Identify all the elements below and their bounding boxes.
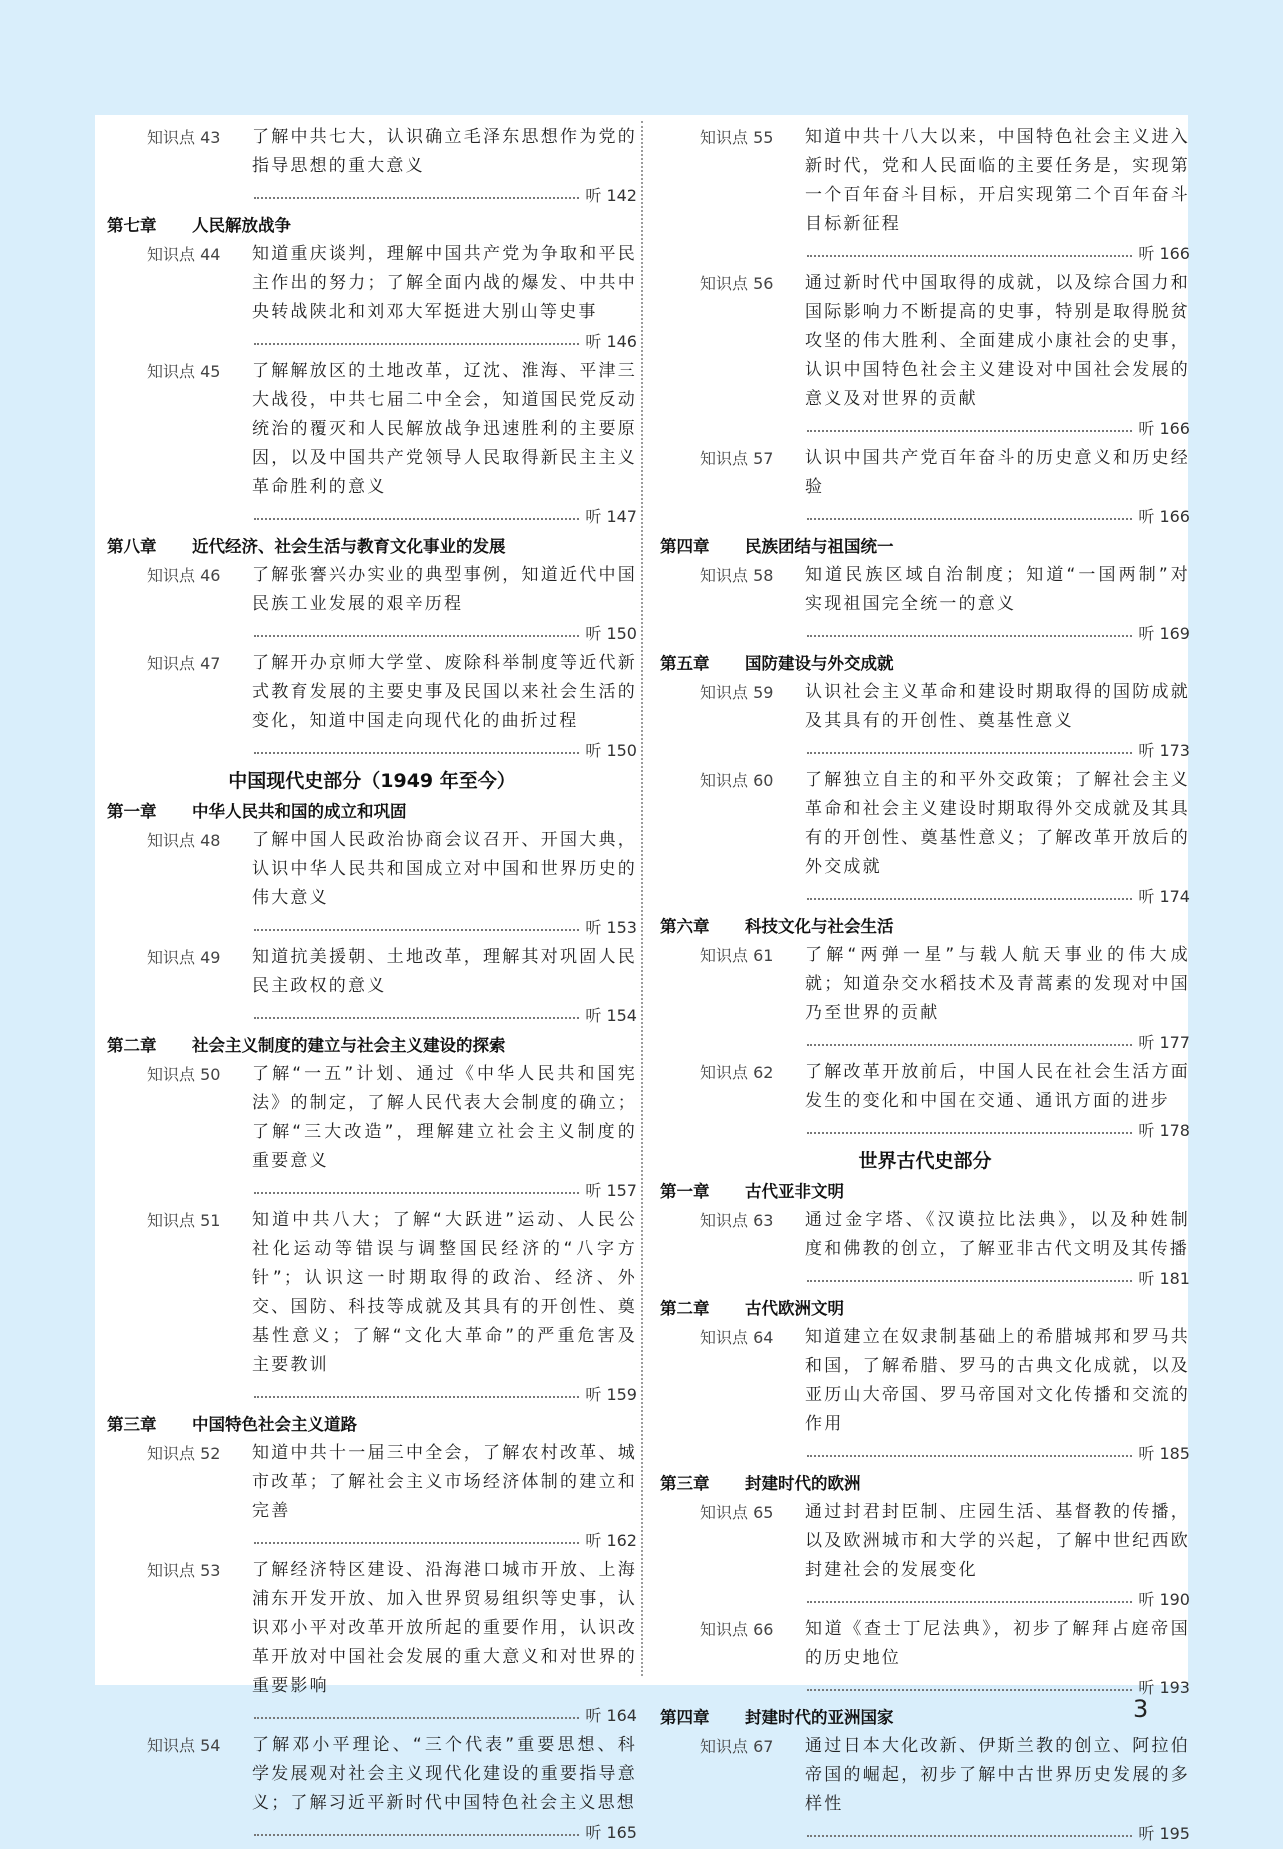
page-reference — [805, 736, 1190, 765]
dot-leader — [254, 1701, 579, 1719]
knowledge-point-entry[interactable] — [107, 1060, 637, 1205]
knowledge-point-text: 通过金字塔、《汉谟拉比法典》，以及种姓制度和佛教的创立，了解亚非古代文明及其传播 — [805, 1210, 1190, 1259]
knowledge-point-label: 知识点 65 — [700, 1503, 774, 1522]
knowledge-point-text: 通过新时代中国取得的成就，以及综合国力和国际影响力不断提高的史事，特别是取得脱贫攻坚的伟大胜利、全面建成小康社会的史事，认识中国特色社会主义建设对中国社会发展的意义及对世界的贡献 — [805, 273, 1190, 409]
chapter-heading — [660, 532, 1190, 561]
knowledge-point-entry[interactable] — [107, 943, 637, 1030]
knowledge-point-text: 了解中共七大，认识确立毛泽东思想作为党的指导思想的重大意义 — [252, 127, 637, 176]
page-reference — [252, 181, 637, 210]
knowledge-point-text: 了解邓小平理论、“三个代表”重要思想、科学发展观对社会主义现代化建设的重要指导意义；了解习近平新时代中国特色社会主义思想 — [252, 1735, 637, 1813]
chapter-number: 第二章 — [660, 1299, 710, 1318]
page-reference-number: 听 181 — [1138, 1269, 1190, 1288]
page-reference-number: 听 166 — [1138, 419, 1190, 438]
knowledge-point-entry[interactable] — [107, 561, 637, 648]
chapter-heading — [660, 912, 1190, 941]
dot-leader — [254, 1380, 579, 1398]
page-reference — [805, 414, 1190, 443]
knowledge-point-label: 知识点 55 — [700, 128, 774, 147]
knowledge-point-label: 知识点 63 — [700, 1211, 774, 1230]
knowledge-point-entry[interactable] — [107, 649, 637, 765]
page-reference — [252, 1526, 637, 1555]
dot-leader — [254, 327, 579, 345]
page-reference-number: 听 173 — [1138, 741, 1190, 760]
dot-leader — [807, 1673, 1132, 1691]
chapter-number: 第八章 — [107, 537, 157, 556]
knowledge-point-label: 知识点 50 — [147, 1065, 221, 1084]
chapter-title: 科技文化与社会生活 — [745, 917, 894, 936]
knowledge-point-entry[interactable] — [107, 826, 637, 942]
dot-leader — [254, 502, 579, 520]
knowledge-point-label: 知识点 47 — [147, 654, 221, 673]
knowledge-point-label: 知识点 54 — [147, 1736, 221, 1755]
dot-leader — [254, 1526, 579, 1544]
knowledge-point-entry[interactable] — [107, 1731, 637, 1847]
page-reference-number: 听 150 — [585, 741, 637, 760]
knowledge-point-text: 知道中共八大；了解“大跃进”运动、人民公社化运动等错误与调整国民经济的“八字方针”；认识这一时期取得的政治、经济、外交、国防、科技等成就及其具有的开创性、奠基性意义；了解“文化大革命”的严重危害及主要教训 — [252, 1210, 637, 1375]
page-reference — [252, 1818, 637, 1847]
knowledge-point-entry[interactable] — [107, 1439, 637, 1555]
knowledge-point-label: 知识点 48 — [147, 831, 221, 850]
knowledge-point-text: 了解“一五”计划、通过《中华人民共和国宪法》的制定，了解人民代表大会制度的确立；了解“三大改造”，理解建立社会主义制度的重要意义 — [252, 1064, 637, 1171]
knowledge-point-entry[interactable] — [660, 678, 1190, 765]
knowledge-point-entry[interactable] — [660, 269, 1190, 443]
chapter-heading — [107, 532, 637, 561]
chapter-title: 近代经济、社会生活与教育文化事业的发展 — [192, 537, 506, 556]
knowledge-point-text: 知道重庆谈判，理解中国共产党为争取和平民主作出的努力；了解全面内战的爆发、中共中央转战陕北和刘邓大军挺进大别山等史事 — [252, 244, 637, 322]
knowledge-point-entry[interactable] — [660, 1206, 1190, 1293]
page-reference — [252, 619, 637, 648]
left-column — [107, 123, 637, 1848]
knowledge-point-entry[interactable] — [660, 1498, 1190, 1614]
knowledge-point-label: 知识点 51 — [147, 1211, 221, 1230]
chapter-title: 中华人民共和国的成立和巩固 — [192, 802, 407, 821]
page-reference — [252, 1380, 637, 1409]
dot-leader — [254, 913, 579, 931]
knowledge-point-entry[interactable] — [660, 1323, 1190, 1468]
knowledge-point-label: 知识点 56 — [700, 274, 774, 293]
knowledge-point-text: 知道中共十八大以来，中国特色社会主义进入新时代，党和人民面临的主要任务是，实现第一个百年奋斗目标，开启实现第二个百年奋斗目标新征程 — [805, 127, 1190, 234]
page-reference-number: 听 166 — [1138, 507, 1190, 526]
knowledge-point-entry[interactable] — [660, 766, 1190, 911]
page-reference-number: 听 164 — [585, 1706, 637, 1725]
chapter-title: 社会主义制度的建立与社会主义建设的探索 — [192, 1036, 506, 1055]
chapter-heading — [107, 797, 637, 826]
dot-leader — [807, 414, 1132, 432]
chapter-number: 第七章 — [107, 216, 157, 235]
knowledge-point-label: 知识点 49 — [147, 948, 221, 967]
dot-leader — [807, 1439, 1132, 1457]
knowledge-point-entry[interactable] — [107, 240, 637, 356]
chapter-heading — [660, 1703, 1190, 1732]
page-sheet — [95, 115, 1190, 1843]
chapter-title: 古代亚非文明 — [745, 1182, 844, 1201]
dot-leader — [807, 239, 1132, 257]
dot-leader — [254, 736, 579, 754]
page-reference — [805, 239, 1190, 268]
knowledge-point-text: 知道中共十一届三中全会，了解农村改革、城市改革；了解社会主义市场经济体制的建立和完善 — [252, 1443, 637, 1521]
chapter-number: 第四章 — [660, 537, 710, 556]
chapter-heading — [107, 1410, 637, 1439]
dot-leader — [807, 502, 1132, 520]
page-reference-number: 听 142 — [585, 186, 637, 205]
section-title: 中国现代史部分（1949 年至今） — [228, 770, 516, 792]
page-reference-number: 听 147 — [585, 507, 637, 526]
knowledge-point-text: 认识社会主义革命和建设时期取得的国防成就及其具有的开创性、奠基性意义 — [805, 682, 1190, 731]
page-reference-number: 听 195 — [1138, 1824, 1190, 1843]
dot-leader — [254, 1818, 579, 1836]
dot-leader — [254, 1176, 579, 1194]
page-reference-number: 听 162 — [585, 1531, 637, 1550]
page-reference — [252, 1701, 637, 1730]
knowledge-point-label: 知识点 44 — [147, 245, 221, 264]
dot-leader — [807, 1819, 1132, 1837]
page-reference — [805, 502, 1190, 531]
knowledge-point-entry[interactable] — [660, 561, 1190, 648]
knowledge-point-text: 知道抗美援朝、土地改革，理解其对巩固人民民主政权的意义 — [252, 947, 637, 996]
page-reference — [252, 502, 637, 531]
page-reference — [252, 1176, 637, 1205]
page-reference — [252, 736, 637, 765]
knowledge-point-entry[interactable] — [660, 1732, 1190, 1848]
knowledge-point-label: 知识点 64 — [700, 1328, 774, 1347]
chapter-heading — [660, 1294, 1190, 1323]
knowledge-point-label: 知识点 59 — [700, 683, 774, 702]
chapter-number: 第二章 — [107, 1036, 157, 1055]
chapter-title: 国防建设与外交成就 — [745, 654, 894, 673]
page-reference — [805, 1028, 1190, 1057]
chapter-number: 第六章 — [660, 917, 710, 936]
page-reference — [805, 1264, 1190, 1293]
chapter-title: 古代欧洲文明 — [745, 1299, 844, 1318]
chapter-heading — [660, 649, 1190, 678]
knowledge-point-entry[interactable] — [107, 123, 637, 210]
chapter-number: 第三章 — [660, 1474, 710, 1493]
dot-leader — [254, 619, 579, 637]
page-reference — [805, 1585, 1190, 1614]
section-title: 世界古代史部分 — [858, 1150, 992, 1172]
knowledge-point-text: 了解独立自主的和平外交政策；了解社会主义革命和社会主义建设时期取得外交成就及其具有的开创性、奠基性意义；了解改革开放后的外交成就 — [805, 770, 1190, 877]
page-reference-number: 听 178 — [1138, 1121, 1190, 1140]
knowledge-point-label: 知识点 60 — [700, 771, 774, 790]
chapter-title: 民族团结与祖国统一 — [745, 537, 894, 556]
dot-leader — [807, 882, 1132, 900]
chapter-number: 第四章 — [660, 1708, 710, 1727]
page-reference-number: 听 193 — [1138, 1678, 1190, 1697]
dot-leader — [807, 1116, 1132, 1134]
dot-leader — [807, 1264, 1132, 1282]
page-reference — [252, 327, 637, 356]
page-reference-number: 听 169 — [1138, 624, 1190, 643]
chapter-heading — [660, 1177, 1190, 1206]
page-reference-number: 听 146 — [585, 332, 637, 351]
column-divider — [641, 121, 643, 1676]
knowledge-point-entry[interactable] — [660, 1058, 1190, 1145]
knowledge-point-label: 知识点 58 — [700, 566, 774, 585]
knowledge-point-label: 知识点 45 — [147, 362, 221, 381]
knowledge-point-label: 知识点 43 — [147, 128, 221, 147]
chapter-number: 第一章 — [660, 1182, 710, 1201]
knowledge-point-entry[interactable] — [660, 1615, 1190, 1702]
page-reference-number: 听 150 — [585, 624, 637, 643]
knowledge-point-entry[interactable] — [660, 123, 1190, 268]
knowledge-point-entry[interactable] — [107, 1206, 637, 1409]
page-reference-number: 听 174 — [1138, 887, 1190, 906]
page-reference — [805, 1439, 1190, 1468]
knowledge-point-text: 了解经济特区建设、沿海港口城市开放、上海浦东开发开放、加入世界贸易组织等史事，认识邓小平对改革开放所起的重要作用，认识改革开放对中国社会发展的重大意义和对世界的重要影响 — [252, 1560, 637, 1696]
page-reference — [805, 619, 1190, 648]
page-reference-number: 听 166 — [1138, 244, 1190, 263]
dot-leader — [807, 1028, 1132, 1046]
knowledge-point-text: 认识中国共产党百年奋斗的历史意义和历史经验 — [805, 448, 1190, 497]
chapter-title: 中国特色社会主义道路 — [192, 1415, 357, 1434]
chapter-heading — [107, 1031, 637, 1060]
chapter-title: 封建时代的欧洲 — [745, 1474, 861, 1493]
right-column — [660, 123, 1190, 1849]
knowledge-point-entry[interactable] — [660, 941, 1190, 1057]
page-reference-number: 听 185 — [1138, 1444, 1190, 1463]
dot-leader — [807, 736, 1132, 754]
page-reference — [805, 1819, 1190, 1848]
knowledge-point-text: 了解中国人民政治协商会议召开、开国大典，认识中华人民共和国成立对中国和世界历史的伟大意义 — [252, 830, 637, 908]
knowledge-point-text: 知道民族区域自治制度；知道“一国两制”对实现祖国完全统一的意义 — [805, 565, 1190, 614]
page-reference — [805, 1116, 1190, 1145]
knowledge-point-label: 知识点 46 — [147, 566, 221, 585]
dot-leader — [807, 1585, 1132, 1603]
knowledge-point-text: 了解改革开放前后，中国人民在社会生活方面发生的变化和中国在交通、通讯方面的进步 — [805, 1062, 1190, 1111]
page-reference — [805, 882, 1190, 911]
knowledge-point-text: 知道《查士丁尼法典》，初步了解拜占庭帝国的历史地位 — [805, 1619, 1190, 1668]
knowledge-point-label: 知识点 57 — [700, 449, 774, 468]
knowledge-point-entry[interactable] — [107, 1556, 637, 1730]
page-reference — [252, 1001, 637, 1030]
knowledge-point-text: 了解张謇兴办实业的典型事例，知道近代中国民族工业发展的艰辛历程 — [252, 565, 637, 614]
page-reference-number: 听 165 — [585, 1823, 637, 1842]
chapter-title: 封建时代的亚洲国家 — [745, 1708, 894, 1727]
chapter-number: 第五章 — [660, 654, 710, 673]
knowledge-point-text: 了解解放区的土地改革，辽沈、淮海、平津三大战役，中共七届二中全会，知道国民党反动统治的覆灭和人民解放战争迅速胜利的主要原因，以及中国共产党领导人民取得新民主主义革命胜利的意义 — [252, 361, 637, 497]
knowledge-point-label: 知识点 67 — [700, 1737, 774, 1756]
knowledge-point-text: 了解“两弹一星”与载人航天事业的伟大成就；知道杂交水稻技术及青蒿素的发现对中国乃至世界的贡献 — [805, 945, 1190, 1023]
knowledge-point-label: 知识点 62 — [700, 1063, 774, 1082]
knowledge-point-entry[interactable] — [660, 444, 1190, 531]
page-number: 3 — [1133, 1695, 1149, 1723]
knowledge-point-label: 知识点 66 — [700, 1620, 774, 1639]
dot-leader — [807, 619, 1132, 637]
chapter-title: 人民解放战争 — [192, 216, 291, 235]
page-reference-number: 听 177 — [1138, 1033, 1190, 1052]
chapter-heading — [660, 1469, 1190, 1498]
knowledge-point-entry[interactable] — [107, 357, 637, 531]
chapter-number: 第三章 — [107, 1415, 157, 1434]
knowledge-point-label: 知识点 53 — [147, 1561, 221, 1580]
dot-leader — [254, 1001, 579, 1019]
page-reference-number: 听 157 — [585, 1181, 637, 1200]
page-reference — [252, 913, 637, 942]
knowledge-point-text: 通过封君封臣制、庄园生活、基督教的传播，以及欧洲城市和大学的兴起，了解中世纪西欧封建社会的发展变化 — [805, 1502, 1190, 1580]
page-reference-number: 听 153 — [585, 918, 637, 937]
chapter-number: 第一章 — [107, 802, 157, 821]
knowledge-point-label: 知识点 61 — [700, 946, 774, 965]
knowledge-point-text: 通过日本大化改新、伊斯兰教的创立、阿拉伯帝国的崛起，初步了解中古世界历史发展的多样性 — [805, 1736, 1190, 1814]
knowledge-point-text: 知道建立在奴隶制基础上的希腊城邦和罗马共和国，了解希腊、罗马的古典文化成就，以及亚历山大帝国、罗马帝国对文化传播和交流的作用 — [805, 1327, 1190, 1434]
knowledge-point-text: 了解开办京师大学堂、废除科举制度等近代新式教育发展的主要史事及民国以来社会生活的变化，知道中国走向现代化的曲折过程 — [252, 653, 637, 731]
chapter-heading — [107, 211, 637, 240]
page-reference-number: 听 159 — [585, 1385, 637, 1404]
page-reference-number: 听 190 — [1138, 1590, 1190, 1609]
dot-leader — [254, 181, 579, 199]
knowledge-point-label: 知识点 52 — [147, 1444, 221, 1463]
page-reference-number: 听 154 — [585, 1006, 637, 1025]
